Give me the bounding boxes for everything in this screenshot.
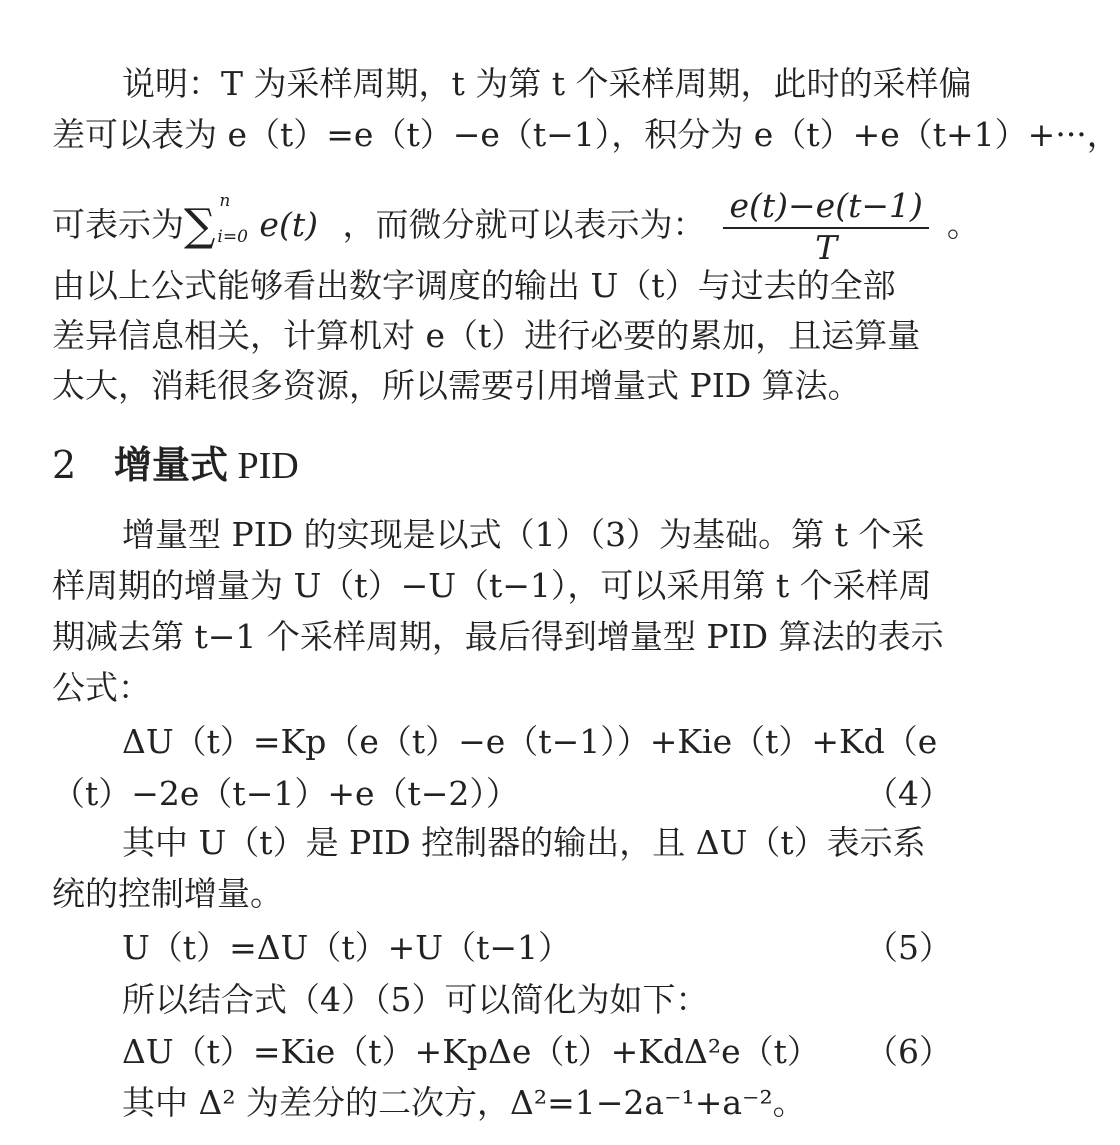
equation-line: ΔU（t）=Kp（e（t）−e（t−1））+Kie（t）+Kd（e	[122, 722, 938, 761]
section-title-cn: 增量式	[114, 443, 229, 487]
derivative-fraction	[723, 187, 928, 267]
text-line: 由以上公式能够看出数字调度的输出 U（t）与过去的全部	[52, 266, 896, 305]
text-span: ，而微分就可以表示为：	[342, 205, 706, 244]
equation-line: ΔU（t）=Kie（t）+KpΔe（t）+KdΔ²e（t）	[122, 1032, 820, 1071]
fraction-denominator: T	[815, 228, 838, 267]
equation-line: U（t）=ΔU（t）+U（t−1）	[122, 928, 571, 967]
text-line: 太大，消耗很多资源，所以需要引用增量式 PID 算法。	[52, 366, 861, 405]
text-span: 可表示为	[52, 205, 184, 244]
text-line: 差异信息相关，计算机对 e（t）进行必要的累加，且运算量	[52, 316, 921, 355]
equation-line: （t）−2e（t−1）+e（t−2））	[52, 774, 519, 813]
text-line: 差可以表为 e（t）=e（t）−e（t−1），积分为 e（t）+e（t+1）+···，	[52, 115, 1120, 154]
equation-number: （6）	[865, 1032, 952, 1071]
equation-number: （5）	[865, 928, 952, 967]
text-line: 增量型 PID 的实现是以式（1）（3）为基础。第 t 个采	[122, 515, 925, 554]
text-line: 公式：	[52, 668, 151, 707]
text-line: 其中 Δ² 为差分的二次方，Δ²=1−2a⁻¹+a⁻²。	[122, 1083, 806, 1122]
fraction-numerator: e(t)−e(t−1)	[723, 187, 928, 229]
summation-sign: ∑	[184, 200, 216, 251]
summation-term: e(t)	[259, 205, 318, 244]
equation-number: （4）	[865, 774, 952, 813]
formula-line	[52, 186, 980, 267]
summation-upper: n	[219, 191, 231, 211]
text-line: 其中 U（t）是 PID 控制器的输出，且 ΔU（t）表示系	[122, 823, 926, 862]
section-number: 2	[52, 443, 77, 487]
text-line: 统的控制增量。	[52, 874, 283, 913]
section-title-en: PID	[228, 445, 299, 487]
text-line: 期减去第 t−1 个采样周期，最后得到增量型 PID 算法的表示	[52, 617, 944, 656]
summation-lower: i=0	[217, 227, 248, 247]
text-line: 样周期的增量为 U（t）−U（t−1），可以采用第 t 个采样周	[52, 566, 932, 605]
text-line: 说明：T 为采样周期，t 为第 t 个采样周期，此时的采样偏	[122, 64, 972, 103]
section-heading	[52, 443, 299, 488]
text-line: 所以结合式（4）（5）可以简化为如下：	[122, 980, 709, 1019]
summation-limits	[215, 187, 259, 247]
text-span: 。	[946, 205, 980, 244]
